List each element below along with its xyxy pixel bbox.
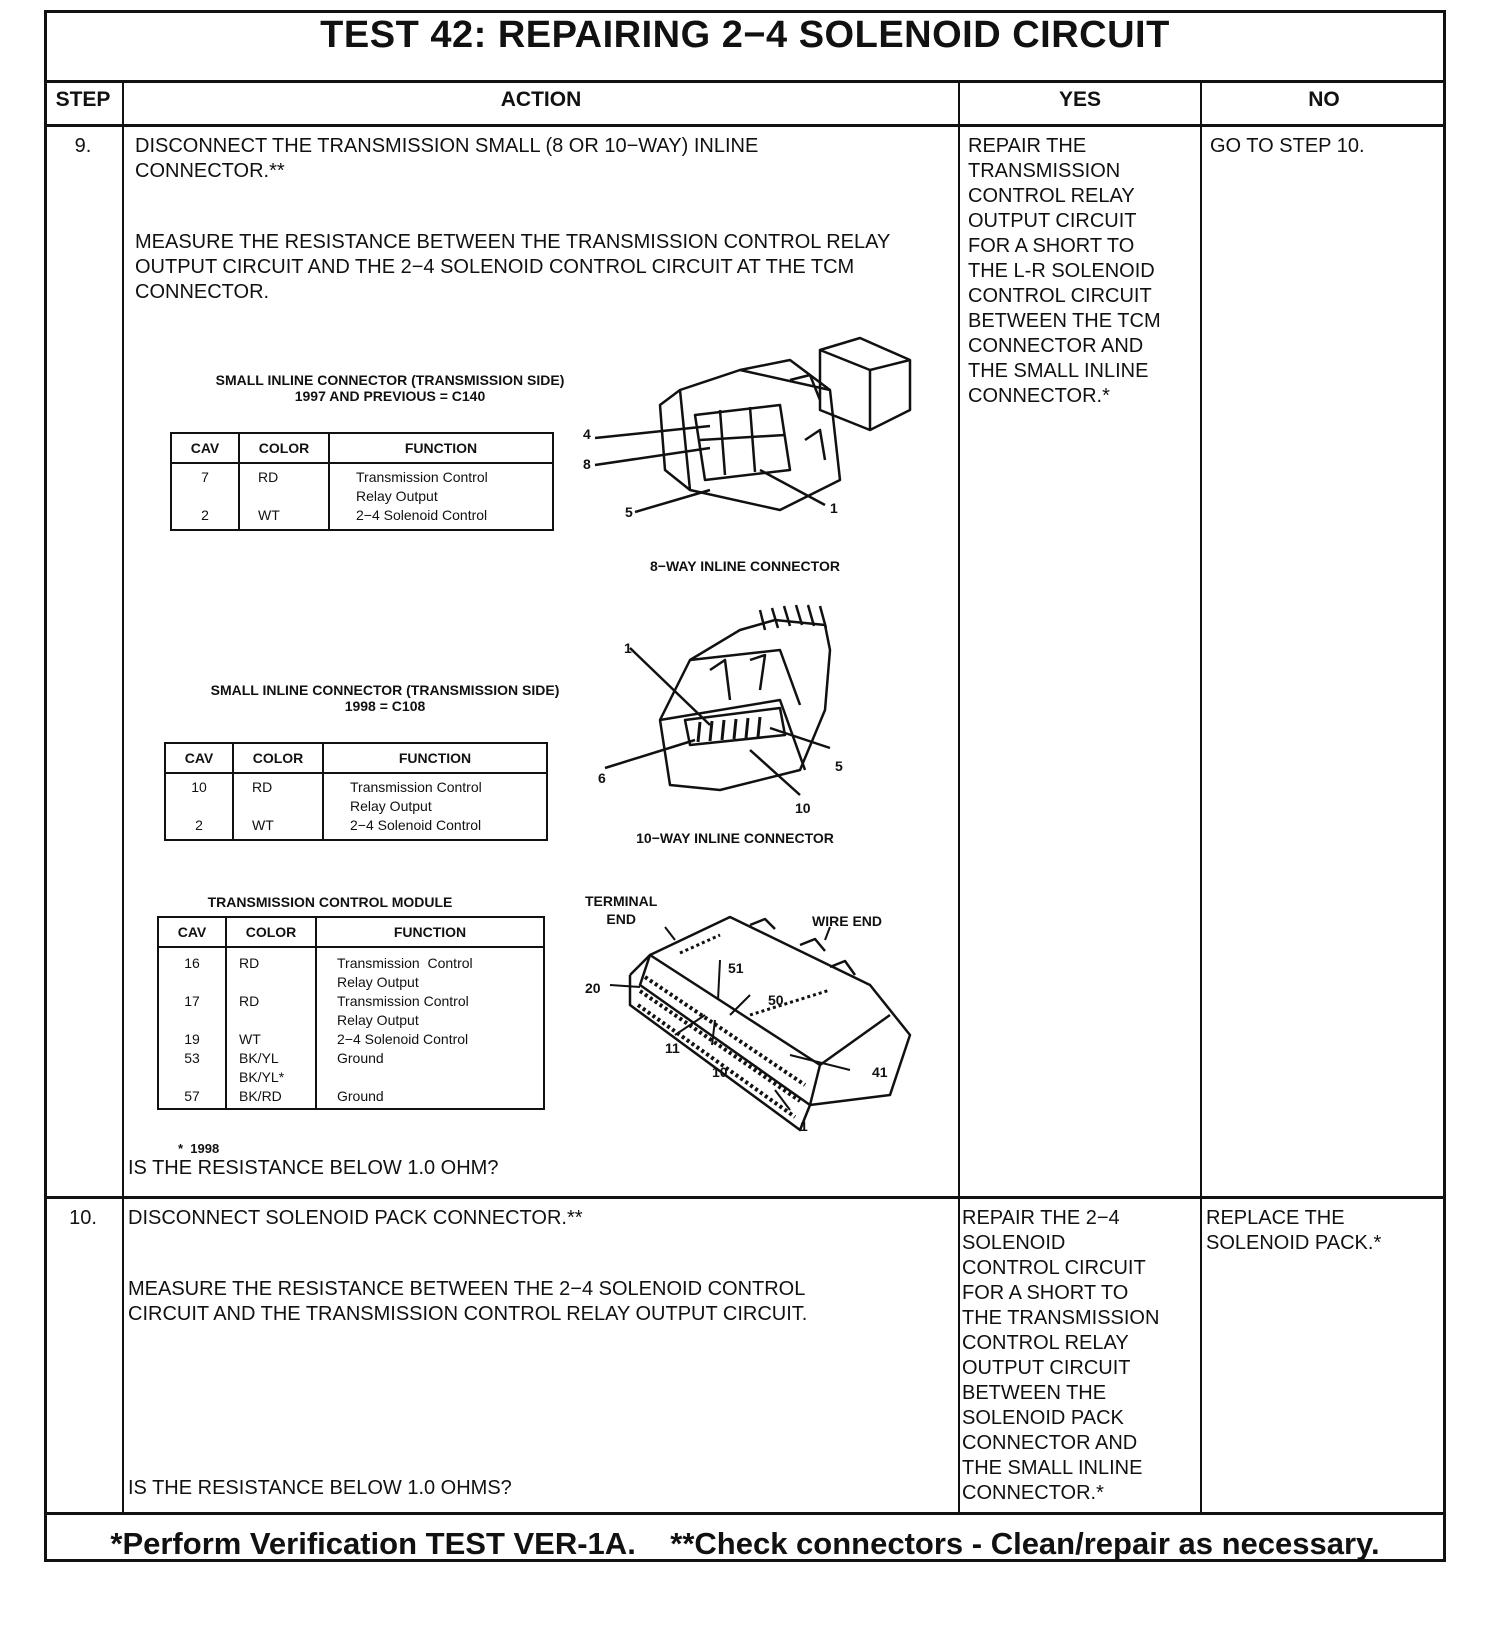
table-row (158, 1049, 544, 1087)
pin-label-50: 50 (768, 992, 784, 1008)
connector-shell (640, 917, 910, 1105)
pin-label-5: 5 (625, 504, 633, 520)
cell-function: Transmission Control Relay Output (329, 463, 553, 506)
pin-1-leader (760, 470, 825, 505)
pin-label-4: 4 (583, 426, 591, 442)
cell-function: 2−4 Solenoid Control (323, 816, 547, 840)
step-9-action-line: OUTPUT CIRCUIT AND THE 2−4 SOLENOID CONTROL CIRCUIT AT THE TCM (135, 256, 855, 278)
cell-cav: 17 (184, 993, 200, 1009)
pin-10-leader (712, 1020, 715, 1045)
pin-label-5: 5 (835, 758, 843, 774)
step-9-action-line: CONNECTOR. (135, 281, 270, 303)
col-function: FUNCTION (329, 433, 553, 463)
cell-function: Transmission Control Relay Output (316, 992, 544, 1030)
table-header-row (165, 743, 547, 773)
pin-5-leader (770, 728, 830, 748)
table1-title (150, 372, 630, 404)
table2-title-text: SMALL INLINE CONNECTOR (TRANSMISSION SIDE) (210, 682, 560, 698)
pin-label-10: 10 (712, 1064, 728, 1080)
pin-label-51: 51 (728, 960, 744, 976)
step-9-number: 9. (74, 135, 92, 157)
col-cav: CAV (158, 917, 226, 947)
step-10-action-line: MEASURE THE RESISTANCE BETWEEN THE 2−4 SOLENOID CONTROL (128, 1278, 806, 1300)
col-divider-action (958, 80, 960, 1513)
pin-5-leader (635, 490, 710, 512)
pin-20-leader (610, 985, 640, 987)
table-row (158, 1087, 544, 1109)
step-9-action-line: DISCONNECT THE TRANSMISSION SMALL (8 OR 10−WAY) INLINE (135, 135, 759, 157)
cell-color: WT (239, 506, 329, 530)
step-10-no: REPLACE THE SOLENOID PACK.* (1206, 1207, 1382, 1254)
cell-color: BK/RD (226, 1087, 316, 1109)
pin-label-41: 41 (872, 1064, 888, 1080)
cell-cav: 19 (184, 1031, 200, 1047)
cell-cav: 57 (184, 1088, 200, 1104)
step-divider (44, 1196, 1446, 1199)
table-row (171, 463, 553, 506)
verification-footer (44, 1526, 1446, 1562)
table-row (165, 816, 547, 840)
table-row (158, 947, 544, 992)
col-divider-step (122, 80, 124, 1513)
step-10-action (128, 1206, 948, 1327)
cell-color: BK/YL BK/YL* (226, 1049, 316, 1087)
pin-51-leader (718, 960, 720, 1000)
pin-4-leader (595, 426, 710, 438)
cell-color: WT (233, 816, 323, 840)
table-row (158, 1030, 544, 1049)
header-step: STEP (55, 88, 111, 111)
cell-function: Ground (316, 1087, 544, 1109)
terminal-end-label: TERMINAL END (585, 893, 658, 927)
col-cav: CAV (165, 743, 233, 773)
cell-cav: 10 (191, 779, 207, 795)
page-title: TEST 42: REPAIRING 2−4 SOLENOID CIRCUIT (320, 14, 1170, 56)
footer-verification-note: *Perform Verification TEST VER-1A. (110, 1526, 636, 1561)
step-9-action (135, 134, 950, 305)
cell-color: RD (233, 773, 323, 816)
header-no: NO (1308, 88, 1340, 111)
step-9-action-line: MEASURE THE RESISTANCE BETWEEN THE TRANSMISSION CONTROL RELAY (135, 231, 891, 253)
cell-function: Transmission Control Relay Output (323, 773, 547, 816)
cell-cav: 2 (195, 817, 203, 833)
terminal-end-leader (665, 927, 675, 940)
pin-label-10: 10 (795, 800, 811, 816)
table-row (165, 773, 547, 816)
spacer (135, 184, 950, 230)
cell-color: RD (226, 947, 316, 992)
col-function: FUNCTION (316, 917, 544, 947)
header-action: ACTION (500, 88, 582, 111)
step-10-question: IS THE RESISTANCE BELOW 1.0 OHMS? (128, 1477, 512, 1499)
cell-function: Ground (316, 1049, 544, 1087)
header-yes: YES (1058, 88, 1102, 111)
table-row (158, 992, 544, 1030)
footer-divider (44, 1512, 1446, 1515)
cell-cav: 53 (184, 1050, 200, 1066)
cell-color: RD (226, 992, 316, 1030)
table3-footnote: * 1998 (178, 1141, 220, 1156)
cav-table-c108 (164, 742, 548, 841)
pin-label-20: 20 (585, 980, 601, 996)
table-row (171, 506, 553, 530)
pin-label-1: 1 (800, 1118, 808, 1134)
connector-face (695, 405, 790, 480)
col-color: COLOR (239, 433, 329, 463)
table1-title-text: SMALL INLINE CONNECTOR (TRANSMISSION SIDE) (215, 372, 565, 388)
wire-leads (760, 605, 826, 630)
col-color: COLOR (233, 743, 323, 773)
step-10-action-line: CIRCUIT AND THE TRANSMISSION CONTROL RELAY OUTPUT CIRCUIT. (128, 1303, 808, 1325)
table2-subtitle: 1998 = C108 (344, 698, 426, 714)
table2-title (145, 682, 625, 714)
step-10-yes: REPAIR THE 2−4 SOLENOID CONTROL CIRCUIT FOR A SHORT TO THE TRANSMISSION CONTROL RELAY OUTPUT CIRCUIT BETWEEN THE SOLENOID PACK CONNECTOR AND THE SMALL INLINE CONNECTOR.* (962, 1207, 1160, 1504)
cell-function: 2−4 Solenoid Control (329, 506, 553, 530)
spacer (128, 1231, 948, 1277)
cell-function: Transmission Control Relay Output (316, 947, 544, 992)
wire-end-label: WIRE END (812, 913, 882, 929)
cell-color: RD (239, 463, 329, 506)
pin-label-8: 8 (583, 456, 591, 472)
8-way-caption: 8−WAY INLINE CONNECTOR (650, 558, 840, 574)
pin-label-1: 1 (624, 640, 632, 656)
10-way-connector-diagram (600, 600, 890, 830)
cell-function: 2−4 Solenoid Control (316, 1030, 544, 1049)
table3-title: TRANSMISSION CONTROL MODULE (207, 894, 453, 910)
col-divider-yes (1200, 80, 1202, 1513)
footer-connector-note: **Check connectors - Clean/repair as necessary. (670, 1526, 1380, 1561)
pin-6-leader (605, 740, 695, 768)
pin-label-6: 6 (598, 770, 606, 786)
cell-cav: 16 (184, 955, 200, 971)
col-cav: CAV (171, 433, 239, 463)
pin-8-leader (595, 448, 710, 465)
step-9-question: IS THE RESISTANCE BELOW 1.0 OHM? (128, 1157, 499, 1179)
step-9-no: GO TO STEP 10. (1210, 135, 1365, 157)
table-header-row (171, 433, 553, 463)
8-way-connector-diagram (590, 330, 930, 550)
header-divider (44, 124, 1446, 127)
cav-table-c140 (170, 432, 554, 531)
cav-table-tcm (157, 916, 545, 1110)
col-color: COLOR (226, 917, 316, 947)
step-9-action-line: CONNECTOR.** (135, 160, 285, 182)
cell-cav: 7 (201, 469, 209, 485)
cell-cav: 2 (201, 507, 209, 523)
step-10-number: 10. (69, 1207, 97, 1229)
tcm-connector-diagram (590, 905, 940, 1155)
table1-subtitle: 1997 AND PREVIOUS = C140 (294, 388, 486, 404)
10-way-caption: 10−WAY INLINE CONNECTOR (636, 830, 834, 846)
table-header-row (158, 917, 544, 947)
pin-label-11: 11 (665, 1040, 680, 1056)
step-10-action-line: DISCONNECT SOLENOID PACK CONNECTOR.** (128, 1207, 583, 1229)
col-function: FUNCTION (323, 743, 547, 773)
step-9-yes: REPAIR THE TRANSMISSION CONTROL RELAY OUTPUT CIRCUIT FOR A SHORT TO THE L-R SOLENOID CONTROL CIRCUIT BETWEEN THE TCM CONNECTOR AND THE SMALL INLINE CONNECTOR.* (968, 135, 1161, 407)
title-divider (44, 80, 1446, 83)
cell-color: WT (226, 1030, 316, 1049)
pin-label-1: 1 (830, 500, 838, 516)
